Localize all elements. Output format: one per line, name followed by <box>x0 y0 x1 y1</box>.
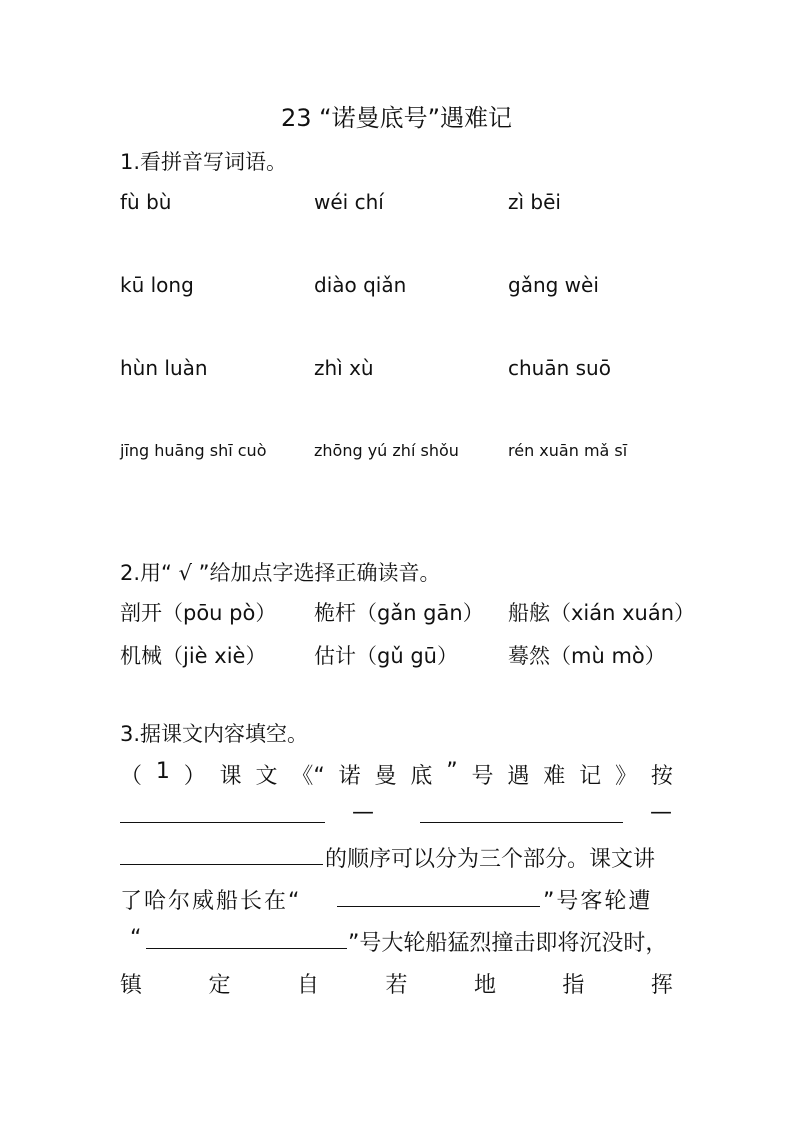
char: 记 <box>579 764 602 789</box>
fill-blank[interactable] <box>120 822 325 823</box>
q3-line-5-end: ”号大轮船猛烈撞击即将沉没时， <box>348 931 668 956</box>
reading-choice: 剖开（pōu pò） <box>120 601 277 625</box>
char: 若 <box>385 973 408 998</box>
char: 指 <box>562 973 585 998</box>
q3-line-4-end: ”号客轮遭 <box>543 889 653 914</box>
q2-heading: 2.用“ √ ”给加点字选择正确读音。 <box>120 561 441 585</box>
reading-choice: 蓦然（mù mò） <box>508 644 666 668</box>
page-title: 23 “诺曼底号”遇难记 <box>280 104 513 132</box>
char: 自 <box>296 973 319 998</box>
dash: — <box>650 800 672 825</box>
reading-choice: 桅杆（gǎn gān） <box>314 601 484 625</box>
char: 课 <box>219 764 242 789</box>
pinyin-item: hùn luàn <box>120 356 208 380</box>
char: 地 <box>473 973 496 998</box>
q3-heading: 3.据课文内容填空。 <box>120 722 309 746</box>
pinyin-item: jīng huāng shī cuò <box>120 441 267 460</box>
char: 难 <box>543 764 566 789</box>
q3-line-3-text: 的顺序可以分为三个部分。课文讲 <box>325 847 656 872</box>
char: 底 <box>410 764 433 789</box>
q3-line-6 <box>120 968 673 999</box>
fill-blank[interactable] <box>146 948 347 949</box>
pinyin-item: zì bēi <box>508 190 561 214</box>
char: 曼 <box>374 764 397 789</box>
reading-choice: 估计（gǔ gū） <box>314 644 458 668</box>
pinyin-item: chuān suō <box>508 356 611 380</box>
char: 按 <box>650 764 673 789</box>
pinyin-item: diào qiǎn <box>314 273 407 297</box>
q3-line-4-start: 了哈尔威船长在“ <box>120 889 302 914</box>
q3-line-5-start: “ <box>130 926 142 951</box>
char: 挥 <box>650 973 673 998</box>
pinyin-item: fù bù <box>120 190 172 214</box>
pinyin-item: zhì xù <box>314 356 374 380</box>
char: 诺 <box>338 764 361 789</box>
char: 遇 <box>507 764 530 789</box>
char: 文 <box>255 764 278 789</box>
char: 镇 <box>120 973 143 998</box>
char: 》 <box>615 764 638 789</box>
dash: — <box>352 800 374 825</box>
q3-line-1 <box>120 759 673 790</box>
char: 《“ <box>291 764 325 789</box>
pinyin-item: rén xuān mǎ sī <box>508 441 628 460</box>
fill-blank[interactable] <box>337 906 540 907</box>
char: ） <box>183 764 206 789</box>
pinyin-item: kū long <box>120 273 194 297</box>
fill-blank[interactable] <box>420 822 623 823</box>
char: 1 <box>155 759 170 784</box>
pinyin-item: wéi chí <box>314 190 384 214</box>
char: 号 <box>471 764 494 789</box>
fill-blank[interactable] <box>120 864 323 865</box>
q1-heading: 1.看拼音写词语。 <box>120 150 288 174</box>
char: （ <box>120 764 143 789</box>
pinyin-item: gǎng wèi <box>508 273 599 297</box>
reading-choice: 船舷（xián xuán） <box>508 601 696 625</box>
char: 定 <box>208 973 231 998</box>
pinyin-item: zhōng yú zhí shǒu <box>314 441 459 460</box>
char: ” <box>446 759 458 784</box>
reading-choice: 机械（jiè xiè） <box>120 644 267 668</box>
